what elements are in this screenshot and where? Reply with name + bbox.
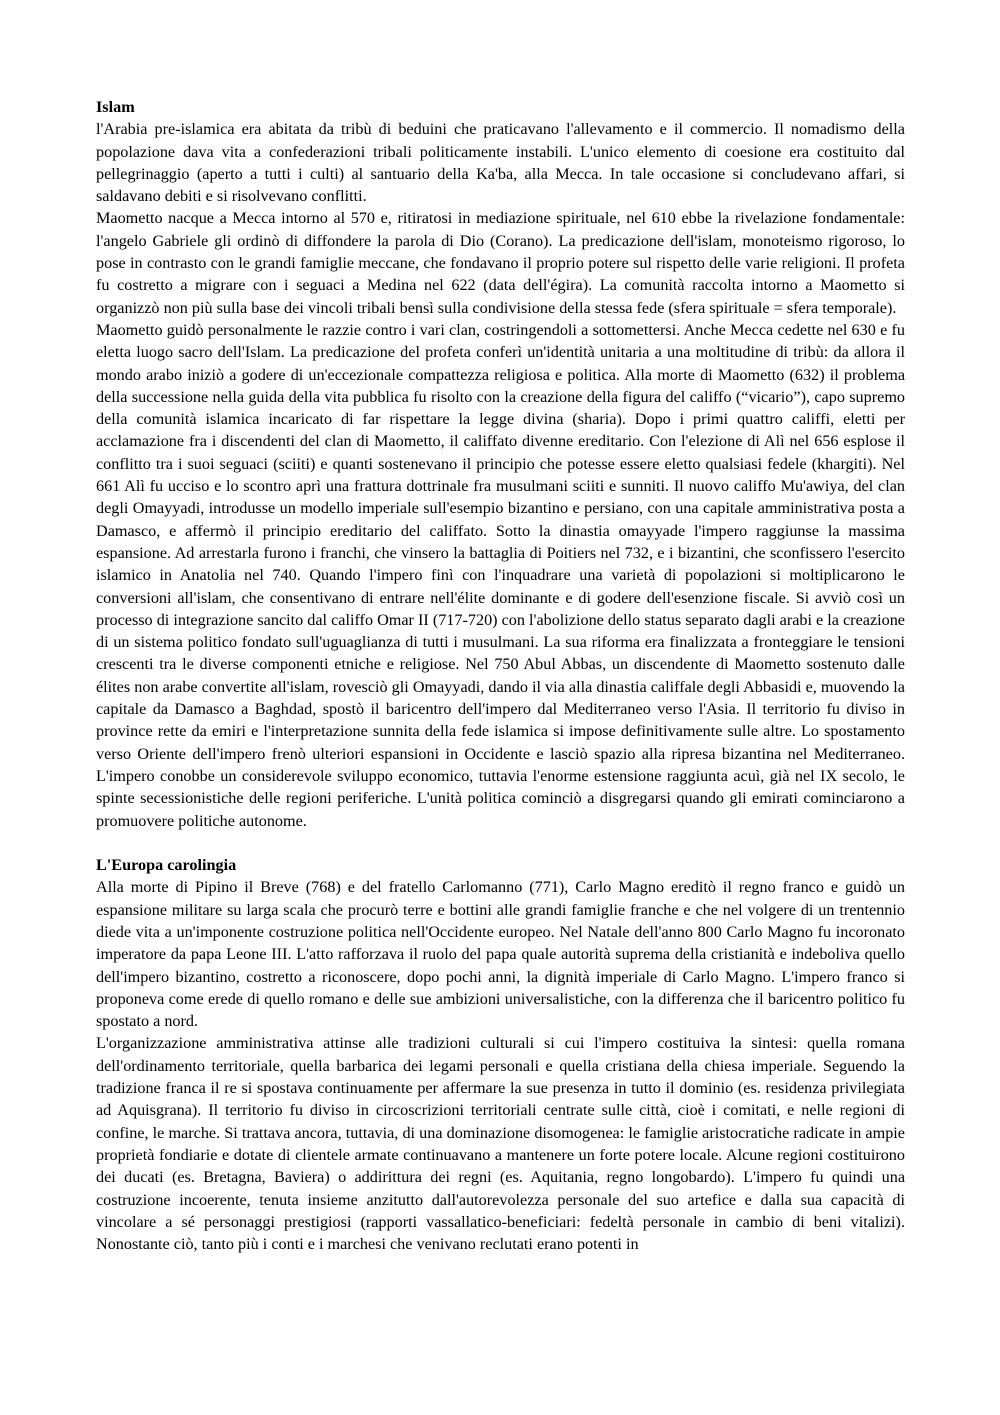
section-europa-carolingia	[96, 854, 905, 1255]
paragraph: l'Arabia pre-islamica era abitata da tribù di beduini che praticavano l'allevamento e il commercio. Il nomadismo della popolazione dava vita a confederazioni tribali politicamente instabili. L'unico elemento di coesione era costituito dal pellegrinaggio (aperto a tutti i culti) al santuario della Ka'ba, alla Mecca. In tale occasione si concludevano affari, si saldavano debiti e si risolvevano conflitti.	[96, 120, 905, 206]
paragraph: L'organizzazione amministrativa attinse alle tradizioni culturali si cui l'impero costituiva la sintesi: quella romana dell'ordinamento territoriale, quella barbarica dei legami personali e quella cristiana della chiesa imperiale. Seguendo la tradizione franca il re si spostava continuamente per affermare la sue presenza in tutto il dominio (es. residenza privilegiata ad Aquisgrana). Il territorio fu diviso in circoscrizioni territoriali centrate sulle città, cioè i comitati, e nelle regioni di confine, le marche. Si trattava ancora, tuttavia, di una dominazione disomogenea: le famiglie aristocratiche radicate in ampie proprietà fondiarie e dotate di clientele armate continuavano a mantenere un forte potere locale. Alcune regioni costituirono dei ducati (es. Bretagna, Baviera) o addirittura dei regni (es. Aquitania, regno longobardo). L'impero fu quindi una costruzione incoerente, tenuta insieme anzitutto dall'autorevolezza personale del suo artefice e dalla sua capacità di vincolare a sé personaggi prestigiosi (rapporti vassallatico-beneficiari: fedeltà personale in cambio di beni vitalizi). Nonostante ciò, tanto più i conti e i marchesi che venivano reclutati erano potenti in	[96, 1034, 905, 1254]
section-heading: Islam	[96, 98, 135, 116]
section-islam	[96, 96, 905, 832]
section-spacer	[96, 832, 905, 854]
paragraph: Alla morte di Pipino il Breve (768) e del fratello Carlomanno (771), Carlo Magno ereditò il regno franco e guidò un espansione militare su larga scala che procurò terre e bottini alle grandi famiglie franche e che nel volgere di un trentennio diede vita a un'imponente costruzione politica nell'Occidente europeo. Nel Natale dell'anno 800 Carlo Magno fu incoronato imperatore da papa Leone III. L'atto rafforzava il ruolo del papa quale autorità suprema della cristianità e indeboliva quello dell'impero bizantino, costretto a riconoscere, dopo pochi anni, la dignità imperiale di Carlo Magno. L'impero franco si proponeva come erede di quello romano e delle sue ambizioni universalistiche, con la differenza che il baricentro politico fu spostato a nord.	[96, 878, 905, 1031]
paragraph: Maometto nacque a Mecca intorno al 570 e, ritiratosi in mediazione spirituale, nel 610 ebbe la rivelazione fondamentale: l'angelo Gabriele gli ordinò di diffondere la parola di Dio (Corano). La predicazione dell'islam, monoteismo rigoroso, lo pose in contrasto con le grandi famiglie meccane, che fondavano il proprio potere sul rispetto delle varie religioni. Il profeta fu costretto a migrare con i seguaci a Medina nel 622 (data dell'égira). La comunità raccolta intorno a Maometto si organizzò non più sulla base dei vincoli tribali bensì sulla condivisione della stessa fede (sfera spirituale = sfera temporale).	[96, 209, 905, 317]
paragraph: Maometto guidò personalmente le razzie contro i vari clan, costringendoli a sottomettersi. Anche Mecca cedette nel 630 e fu eletta luogo sacro dell'Islam. La predicazione del profeta conferì un'identità unitaria a una moltitudine di tribù: da allora il mondo arabo iniziò a godere di un'eccezionale compattezza religiosa e politica. Alla morte di Maometto (632) il problema della successione nella guida della vita pubblica fu risolto con la creazione della figura del califfo (“vicario”), capo supremo della comunità islamica incaricato di far rispettare la legge divina (sharia). Dopo i primi quattro califfi, eletti per acclamazione fra i discendenti del clan di Maometto, il califfato divenne ereditario. Con l'elezione di Alì nel 656 esplose il conflitto tra i suoi seguaci (sciiti) e quanti sostenevano il principio che potesse essere eletto qualsiasi fedele (khargiti). Nel 661 Alì fu ucciso e lo scontro aprì una frattura dottrinale fra musulmani sciiti e sunniti. Il nuovo califfo Mu'awiya, del clan degli Omayyadi, introdusse un modello imperiale sull'esempio bizantino e persiano, con una capitale amministrativa posta a Damasco, e affermò il principio ereditario del califfato. Sotto la dinastia omayyade l'impero raggiunse la massima espansione. Ad arrestarla furono i franchi, che vinsero la battaglia di Poitiers nel 732, e i bizantini, che sconfissero l'esercito islamico in Anatolia nel 740. Quando l'impero finì con l'inquadrare una varietà di popolazioni si moltiplicarono le conversioni all'islam, che consentivano di entrare nell'élite dominante e di godere dell'esenzione fiscale. Si avviò così un processo di integrazione sancito dal califfo Omar II (717-720) con l'abolizione dello status separato dagli arabi e la creazione di un sistema politico fondato sull'uguaglianza di tutti i musulmani. La sua riforma era finalizzata a fronteggiare le tensioni crescenti tra le diverse componenti etniche e religiose. Nel 750 Abul Abbas, un discendente di Maometto sostenuto dalle élites non arabe convertite all'islam, rovesciò gli Omayyadi, dando il via alla dinastia califfale degli Abbasidi e, muovendo la capitale da Damasco a Baghdad, spostò il baricentro dell'impero dal Mediterraneo verso l'Asia. Il territorio fu diviso in province rette da emiri e l'interpretazione sunnita della fede islamica si impose definitivamente sulle altre. Lo spostamento verso Oriente dell'impero frenò ulteriori espansioni in Occidente e lasciò spazio alla ripresa bizantina nel Mediterraneo. L'impero conobbe un considerevole sviluppo economico, tuttavia l'enorme estensione raggiunta acuì, già nel IX secolo, le spinte secessionistiche delle regioni periferiche. L'unità politica cominciò a disgregarsi quando gli emirati cominciarono a promuovere politiche autonome.	[96, 320, 905, 830]
section-heading: L'Europa carolingia	[96, 856, 237, 875]
document-page	[96, 96, 905, 1255]
